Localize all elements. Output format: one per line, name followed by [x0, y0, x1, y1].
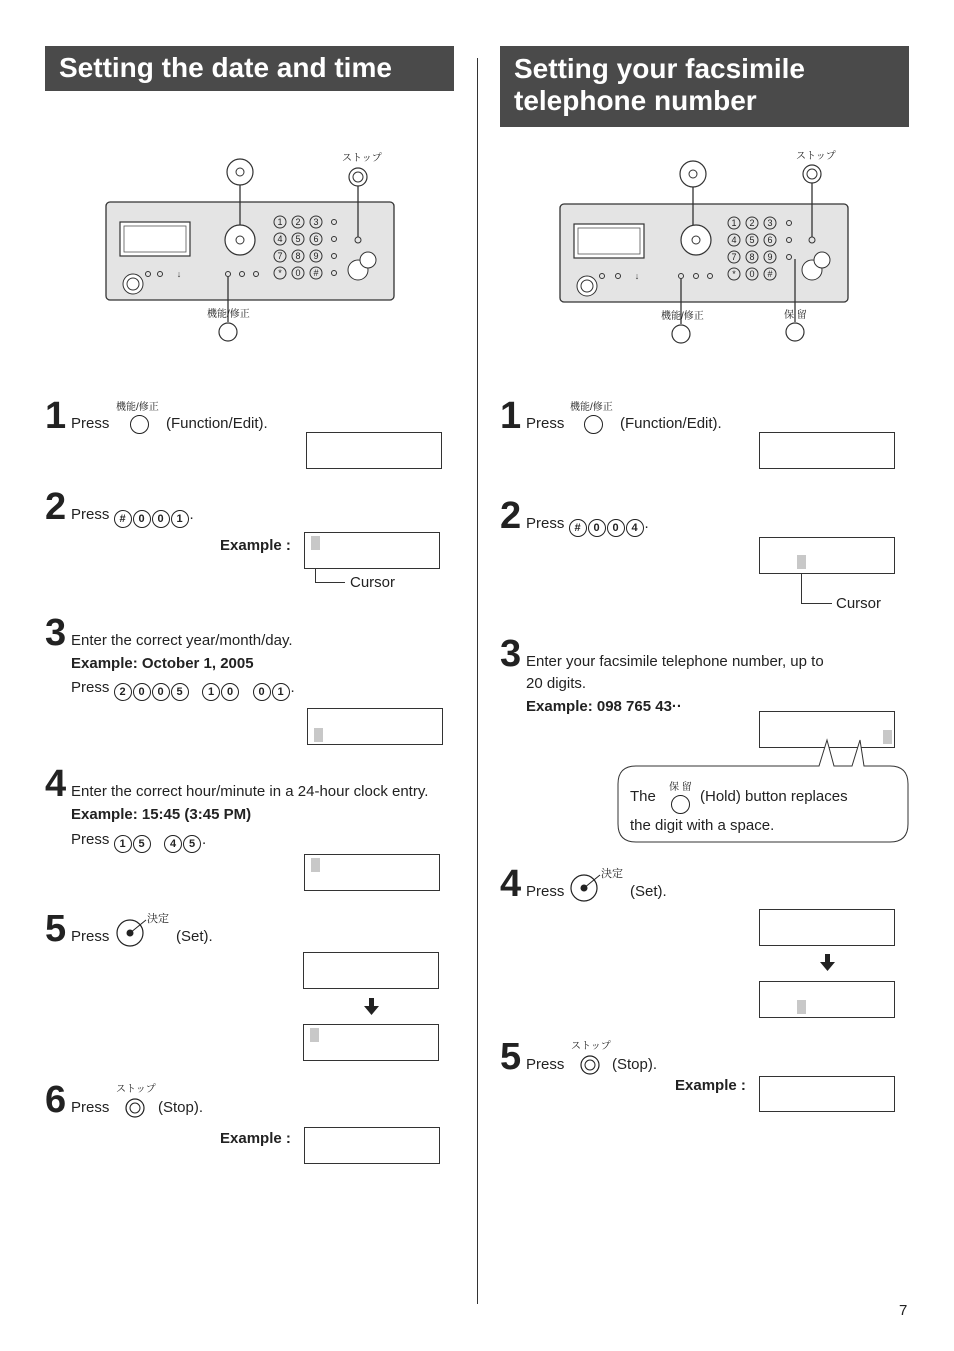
key-4-icon: 4 [164, 835, 182, 853]
stop-button-label: ストップ [116, 1084, 156, 1095]
svg-text:3: 3 [313, 217, 319, 227]
cursor-pointer-line [315, 582, 345, 583]
r-step-5-press: Press [526, 1056, 565, 1073]
stop-button-icon [125, 1098, 145, 1118]
down-arrow-icon [820, 954, 835, 971]
step-5-number: 5 [45, 908, 67, 950]
function-button-label: 機能/修正 [570, 402, 613, 413]
svg-text:8: 8 [295, 251, 301, 261]
key-0-icon: 0 [133, 683, 151, 701]
right-title-line2: telephone number [514, 85, 757, 116]
step-6-desc: (Stop). [158, 1099, 204, 1116]
step-1-desc: (Function/Edit). [166, 415, 268, 432]
cursor-label: Cursor [836, 595, 882, 612]
lcd-display-r-step5 [759, 1076, 895, 1112]
key-0-icon: 0 [588, 519, 606, 537]
svg-text:↓: ↓ [176, 269, 182, 279]
key-0-icon: 0 [253, 683, 271, 701]
panel-hold-label: 保 留 [784, 310, 807, 321]
callout-the: The [630, 788, 656, 805]
set-button-label: 決定 [601, 868, 623, 880]
r-step-3-line1: Enter your facsimile telephone number, up to [526, 653, 824, 670]
lcd-display-step4 [304, 854, 440, 891]
svg-text:#: # [767, 269, 773, 279]
lcd-cursor [314, 728, 323, 742]
cursor-pointer-line [801, 574, 802, 604]
step-2-example: Example : [220, 537, 291, 554]
lcd-cursor [310, 1028, 319, 1042]
r-step-1-press: Press [526, 415, 565, 432]
step-6-number: 6 [45, 1079, 67, 1121]
key-hash-icon: # [569, 519, 587, 537]
lcd-display-r-step4a [759, 909, 895, 946]
function-edit-button-icon [584, 415, 603, 434]
step-1-number: 1 [45, 395, 67, 437]
step-3-keys-line [71, 678, 295, 701]
fax-panel-illustration-right [554, 152, 854, 347]
set-navigator-icon [116, 918, 148, 948]
page-number: 7 [899, 1302, 908, 1319]
column-divider [477, 58, 478, 1304]
svg-text:0: 0 [749, 269, 755, 279]
step-4-press: Press [71, 831, 110, 848]
svg-text:1: 1 [277, 217, 283, 227]
lcd-display-step3 [307, 708, 443, 745]
step-3-number: 3 [45, 612, 67, 654]
cursor-label: Cursor [350, 574, 396, 591]
fax-panel-illustration-left [100, 150, 400, 345]
step-4-example: Example: 15:45 (3:45 PM) [71, 806, 252, 823]
lcd-display-r-step2 [759, 537, 895, 574]
svg-text:3: 3 [767, 218, 773, 228]
panel-stop-label: ストップ [342, 153, 382, 164]
right-title-line1: Setting your facsimile [514, 53, 805, 84]
lcd-display-step6 [304, 1127, 440, 1164]
key-1-icon: 1 [171, 510, 189, 528]
lcd-display-r-step1 [759, 432, 895, 469]
svg-text:6: 6 [767, 235, 773, 245]
key-hash-icon: # [114, 510, 132, 528]
callout-text-2: the digit with a space. [630, 817, 775, 834]
r-step-3-number: 3 [500, 633, 522, 675]
lcd-display-step2 [304, 532, 440, 569]
step-4-period: . [202, 831, 207, 848]
svg-text:0: 0 [295, 268, 301, 278]
step-4-number: 4 [45, 763, 67, 805]
step-1-press: Press [71, 415, 110, 432]
step-3-press: Press [71, 679, 110, 696]
r-step-5-example: Example : [675, 1077, 746, 1094]
lcd-display-step5a [303, 952, 439, 989]
step-3-text: Enter the correct year/month/day. [71, 632, 293, 649]
hold-button-icon [671, 795, 690, 814]
svg-text:9: 9 [767, 252, 773, 262]
step-6-example: Example : [220, 1130, 291, 1147]
svg-text:7: 7 [277, 251, 283, 261]
panel-stop-label: ストップ [796, 151, 836, 162]
r-step-5-number: 5 [500, 1036, 522, 1078]
step-3-example: Example: October 1, 2005 [71, 655, 254, 672]
key-4-icon: 4 [626, 519, 644, 537]
r-step-1-desc: (Function/Edit). [620, 415, 722, 432]
r-step-2-period: . [644, 515, 649, 532]
r-step-2-press: Press [526, 515, 565, 532]
svg-text:5: 5 [749, 235, 755, 245]
stop-button-label: ストップ [571, 1041, 611, 1052]
svg-text:2: 2 [749, 218, 755, 228]
key-0-icon: 0 [221, 683, 239, 701]
svg-text:8: 8 [749, 252, 755, 262]
key-0-icon: 0 [152, 683, 170, 701]
key-5-icon: 5 [183, 835, 201, 853]
r-step-4-number: 4 [500, 863, 522, 905]
right-section-title [500, 46, 909, 127]
cursor-pointer-line [801, 603, 832, 604]
step-2-press: Press [71, 506, 110, 523]
key-0-icon: 0 [133, 510, 151, 528]
step-5-press: Press [71, 928, 110, 945]
key-1-icon: 1 [202, 683, 220, 701]
step-3-period: . [290, 679, 295, 696]
set-navigator-icon [570, 873, 602, 903]
left-title-text: Setting the date and time [59, 52, 392, 83]
r-step-3-example: Example: 098 765 43·· [526, 698, 682, 715]
svg-text:*: * [278, 268, 282, 278]
hold-button-label: 保 留 [669, 782, 692, 793]
key-0-icon: 0 [607, 519, 625, 537]
key-0-icon: 0 [152, 510, 170, 528]
lcd-display-step1 [306, 432, 442, 469]
r-step-4-press: Press [526, 883, 565, 900]
svg-text:6: 6 [313, 234, 319, 244]
set-button-label: 決定 [147, 913, 169, 925]
svg-text:9: 9 [313, 251, 319, 261]
svg-text:1: 1 [731, 218, 737, 228]
lcd-display-step5b [303, 1024, 439, 1061]
svg-text:*: * [732, 269, 736, 279]
panel-function-label: 機能/修正 [661, 311, 704, 322]
svg-text:4: 4 [277, 234, 283, 244]
key-1-icon: 1 [272, 683, 290, 701]
step-2-number: 2 [45, 486, 67, 528]
lcd-cursor [311, 536, 320, 550]
callout-text-1: (Hold) button replaces [700, 788, 848, 805]
r-step-5-desc: (Stop). [612, 1056, 658, 1073]
r-step-1-number: 1 [500, 395, 522, 437]
svg-text:↓: ↓ [634, 271, 640, 281]
function-button-label: 機能/修正 [116, 402, 159, 413]
svg-text:5: 5 [295, 234, 301, 244]
step-4-text: Enter the correct hour/minute in a 24-hour clock entry. [71, 783, 429, 800]
svg-text:7: 7 [731, 252, 737, 262]
key-5-icon: 5 [171, 683, 189, 701]
stop-button-icon [580, 1055, 600, 1075]
r-step-2-line [526, 514, 649, 537]
step-4-keys-line [71, 830, 206, 853]
panel-function-label: 機能/修正 [207, 309, 250, 320]
function-edit-button-icon [130, 415, 149, 434]
lcd-display-r-step4b [759, 981, 895, 1018]
lcd-cursor [797, 1000, 806, 1014]
svg-text:4: 4 [731, 235, 737, 245]
lcd-cursor [311, 858, 320, 872]
r-step-4-desc: (Set). [630, 883, 667, 900]
r-step-2-number: 2 [500, 495, 522, 537]
step-2-period: . [189, 506, 194, 523]
step-6-press: Press [71, 1099, 110, 1116]
svg-text:2: 2 [295, 217, 301, 227]
step-5-desc: (Set). [176, 928, 213, 945]
key-5-icon: 5 [133, 835, 151, 853]
step-2-line [71, 505, 194, 528]
r-step-3-line2: 20 digits. [526, 675, 587, 692]
left-section-title [45, 46, 454, 91]
down-arrow-icon [364, 998, 379, 1015]
key-1-icon: 1 [114, 835, 132, 853]
lcd-cursor [797, 555, 806, 569]
key-2-icon: 2 [114, 683, 132, 701]
cursor-pointer-line [315, 569, 316, 583]
svg-text:#: # [313, 268, 319, 278]
